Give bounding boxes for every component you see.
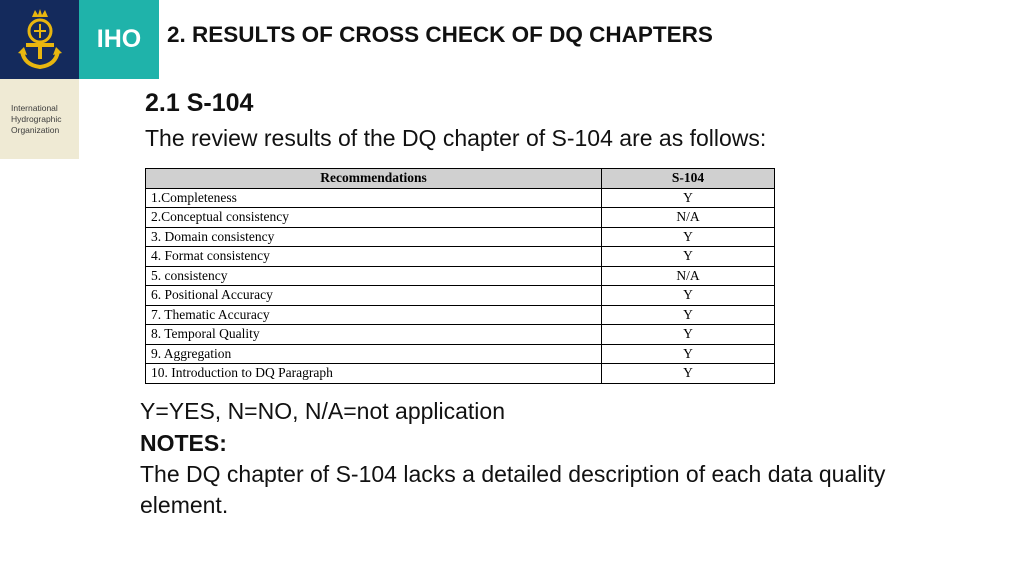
recommendation-cell: 4. Format consistency — [146, 247, 602, 267]
result-cell: Y — [602, 325, 775, 345]
table-row — [146, 188, 775, 208]
iho-logo-text: IHO — [96, 25, 142, 53]
section-title: 2.1 S-104 — [145, 89, 254, 117]
page-title: 2. RESULTS OF CROSS CHECK OF DQ CHAPTERS — [167, 22, 713, 47]
result-cell: Y — [602, 344, 775, 364]
recommendation-cell: 2.Conceptual consistency — [146, 208, 602, 228]
result-cell: Y — [602, 364, 775, 384]
table-row — [146, 247, 775, 267]
recommendation-cell: 9. Aggregation — [146, 344, 602, 364]
org-line: Organization — [11, 125, 60, 135]
recommendation-cell: 5. consistency — [146, 266, 602, 286]
organization-name — [11, 103, 62, 136]
result-cell: N/A — [602, 266, 775, 286]
result-cell: N/A — [602, 208, 775, 228]
table-row — [146, 305, 775, 325]
section-subtitle: The review results of the DQ chapter of S-104 are as follows: — [145, 125, 767, 151]
recommendation-cell: 7. Thematic Accuracy — [146, 305, 602, 325]
table-header-row — [146, 169, 775, 189]
notes-label: NOTES: — [140, 430, 227, 456]
result-cell: Y — [602, 247, 775, 267]
table-row — [146, 344, 775, 364]
result-cell: Y — [602, 305, 775, 325]
notes-text: The DQ chapter of S-104 lacks a detailed description of each data quality element. — [140, 461, 886, 518]
column-header-recommendations: Recommendations — [146, 169, 602, 189]
result-cell: Y — [602, 286, 775, 306]
table-row — [146, 266, 775, 286]
dq-results-table — [145, 168, 775, 384]
iho-emblem-logo — [0, 0, 79, 79]
recommendation-cell: 1.Completeness — [146, 188, 602, 208]
table-row — [146, 286, 775, 306]
result-cell: Y — [602, 227, 775, 247]
recommendation-cell: 6. Positional Accuracy — [146, 286, 602, 306]
table-row — [146, 364, 775, 384]
org-line: Hydrographic — [11, 114, 62, 124]
org-line: International — [11, 103, 58, 113]
table-row — [146, 325, 775, 345]
table-row — [146, 208, 775, 228]
table-row — [146, 227, 775, 247]
legend-text: Y=YES, N=NO, N/A=not application — [140, 398, 506, 424]
organization-name-box — [0, 79, 79, 159]
anchor-emblem-icon — [10, 7, 70, 73]
iho-logo — [79, 0, 159, 79]
result-cell: Y — [602, 188, 775, 208]
recommendation-cell: 10. Introduction to DQ Paragraph — [146, 364, 602, 384]
recommendation-cell: 8. Temporal Quality — [146, 325, 602, 345]
column-header-s104: S-104 — [602, 169, 775, 189]
recommendation-cell: 3. Domain consistency — [146, 227, 602, 247]
